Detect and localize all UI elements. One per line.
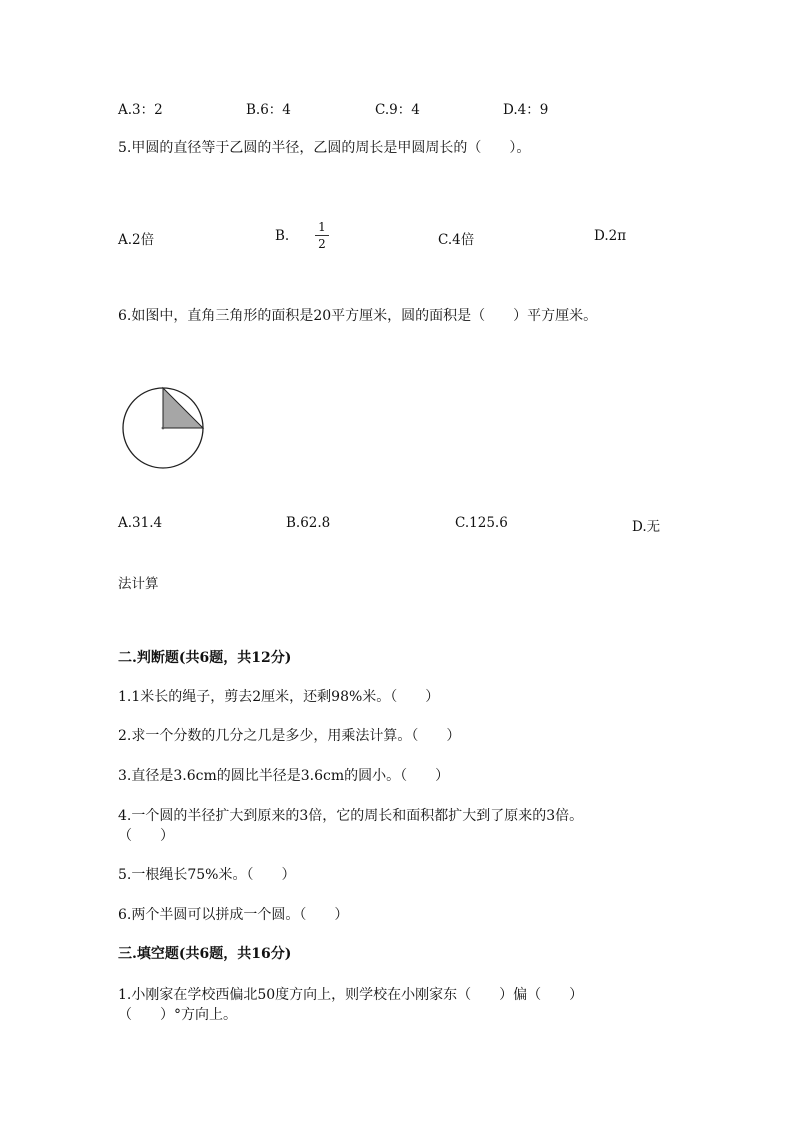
judge-item-3: 3.直径是3.6cm的圆比半径是3.6cm的圆小。（ ） — [118, 768, 450, 784]
judge-item-1: 1.1米长的绳子，剪去2厘米，还剩98%米。（ ） — [118, 689, 440, 705]
section-2-title: 二.判断题(共6题，共12分) — [118, 650, 292, 666]
section-3-title: 三.填空题(共6题，共16分) — [118, 946, 292, 962]
judge-item-4-answer: （ ） — [118, 828, 174, 844]
q6-option-c: C.125.6 — [455, 515, 508, 531]
q4-option-b: B.6：4 — [246, 102, 291, 118]
q6-option-b: B.62.8 — [286, 515, 331, 531]
fraction-numerator: 1 — [318, 220, 326, 234]
q6-option-d-continued: 法计算 — [118, 576, 159, 592]
q5-option-b-fraction — [315, 221, 329, 250]
q6-option-d: D.无 — [632, 519, 661, 535]
fraction-denominator: 2 — [318, 237, 326, 251]
judge-item-4: 4.一个圆的半径扩大到原来的3倍，它的周长和面积都扩大到了原来的3倍。 — [118, 808, 584, 824]
q4-option-a: A.3：2 — [118, 102, 163, 118]
q5-option-a: A.2倍 — [118, 232, 155, 248]
q4-option-c: C.9：4 — [375, 102, 420, 118]
q5-option-b-label: B. — [275, 228, 290, 244]
q6-option-a: A.31.4 — [118, 515, 163, 531]
q6-circle-triangle-figure — [118, 382, 210, 474]
judge-item-6: 6.两个半圆可以拼成一个圆。（ ） — [118, 907, 349, 923]
q4-option-d: D.4：9 — [503, 102, 549, 118]
q5-question: 5.甲圆的直径等于乙圆的半径，乙圆的周长是甲圆周长的（ ）。 — [118, 140, 531, 156]
q5-option-c: C.4倍 — [438, 232, 475, 248]
q6-question: 6.如图中，直角三角形的面积是20平方厘米，圆的面积是（ ）平方厘米。 — [118, 308, 598, 324]
circle-center-dot — [162, 427, 165, 430]
judge-item-5: 5.一根绳长75%米。（ ） — [118, 867, 296, 883]
fill-item-1: 1.小刚家在学校西偏北50度方向上，则学校在小刚家东（ ）偏（ ） — [118, 987, 584, 1003]
fraction-bar — [315, 235, 329, 236]
fill-item-1-continued: （ ）°方向上。 — [118, 1007, 237, 1023]
q5-option-d: D.2π — [594, 228, 627, 244]
judge-item-2: 2.求一个分数的几分之几是多少，用乘法计算。（ ） — [118, 728, 461, 744]
